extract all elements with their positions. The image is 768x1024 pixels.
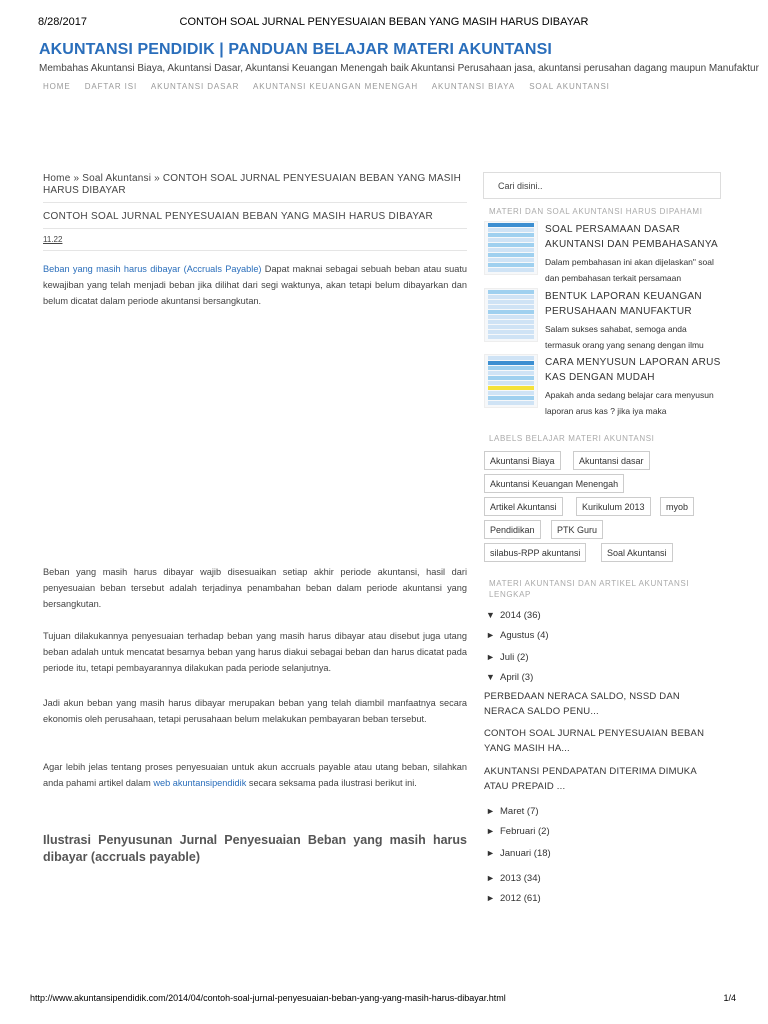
- archive-month-februari[interactable]: ► Februari (2): [486, 826, 550, 837]
- breadcrumb-separator: »: [70, 173, 83, 184]
- search-input[interactable]: Cari disini..: [483, 172, 721, 199]
- label-tag[interactable]: Pendidikan: [484, 520, 541, 539]
- post-timestamp[interactable]: 11.22: [43, 235, 63, 244]
- post-p5-text-end: secara seksama pada ilustrasi berikut ini.: [246, 778, 417, 788]
- label-tag[interactable]: Artikel Akuntansi: [484, 497, 563, 516]
- archive-month-januari[interactable]: ► Januari (18): [486, 848, 551, 859]
- post-paragraph-5: [43, 759, 467, 791]
- popular-post-snippet: Dalam pembahasan ini akan dijelaskan" soal dan pembahasan terkait persamaan: [545, 257, 714, 283]
- collapse-arrow-icon[interactable]: ▼: [486, 610, 495, 620]
- web-akuntansipendidik-link[interactable]: web akuntansipendidik: [153, 778, 247, 788]
- expand-arrow-icon[interactable]: ►: [486, 826, 495, 836]
- archive-post-link[interactable]: AKUNTANSI PENDAPATAN DITERIMA DIMUKA ATAU PREPAID ...: [484, 766, 697, 792]
- post-paragraph-3: Tujuan dilakukannya penyesuaian terhadap beban yang masih harus dibayar atau disebut juga utang beban adalah untuk mencatat besarnya beban yang harus diakui sebagai beban dan harus dicatat pada periode itu, tetapi pembayarannya dilakukan pada periode selanjutnya.: [43, 631, 467, 673]
- print-header: [38, 16, 730, 30]
- collapse-arrow-icon[interactable]: ▼: [486, 672, 495, 682]
- divider: [43, 228, 467, 229]
- print-date: 8/28/2017: [38, 16, 87, 28]
- post-paragraph-4: Jadi akun beban yang masih harus dibayar merupakan beban yang telah diambil manfaatnya secara ekonomis oleh perusahaan, tetapi perusahaan belum melakukan pembayaran beban tersebut.: [43, 698, 467, 724]
- archive-post-link[interactable]: CONTOH SOAL JURNAL PENYESUAIAN BEBAN YANG MASIH HA...: [484, 728, 705, 754]
- nav-daftar-isi[interactable]: DAFTAR ISI: [84, 82, 138, 91]
- post-intro-text: Dapat maknai sebagai sebuah beban atau suatu kewajiban yang telah menjadi beban jika dilihat dari segi waktunya, akan tetapi belum dibayarkan dan belum dicatat dalam periode akuntansi bersangkutan.: [43, 264, 467, 306]
- archive-month-maret[interactable]: ► Maret (7): [486, 806, 539, 817]
- expand-arrow-icon[interactable]: ►: [486, 652, 495, 662]
- popular-post-title[interactable]: BENTUK LAPORAN KEUANGAN PERUSAHAAN MANUFAKTUR: [545, 291, 702, 317]
- label-tag[interactable]: myob: [660, 497, 694, 516]
- archive-month-april[interactable]: ▼ April (3): [486, 672, 534, 683]
- post-title: CONTOH SOAL JURNAL PENYESUAIAN BEBAN YANG MASIH HARUS DIBAYAR: [43, 211, 434, 222]
- label-tag[interactable]: Akuntansi Keuangan Menengah: [484, 474, 624, 493]
- print-title: CONTOH SOAL JURNAL PENYESUAIAN BEBAN YANG MASIH HARUS DIBAYAR: [179, 16, 589, 28]
- main-nav: [43, 82, 621, 91]
- popular-post-thumbnail[interactable]: [484, 221, 538, 275]
- archive-year-2013[interactable]: ► 2013 (34): [486, 873, 541, 884]
- nav-home[interactable]: HOME: [43, 82, 71, 91]
- breadcrumb: [43, 173, 463, 197]
- archive-year-2012[interactable]: ► 2012 (61): [486, 893, 541, 904]
- popular-post-thumbnail[interactable]: [484, 288, 538, 342]
- expand-arrow-icon[interactable]: ►: [486, 806, 495, 816]
- labels-title: LABELS BELAJAR MATERI AKUNTANSI: [489, 434, 655, 443]
- label-tag[interactable]: Akuntansi Biaya: [484, 451, 561, 470]
- nav-soal-akuntansi[interactable]: SOAL AKUNTANSI: [529, 82, 610, 91]
- popular-post-thumbnail[interactable]: [484, 354, 538, 408]
- breadcrumb-category[interactable]: Soal Akuntansi: [82, 173, 152, 184]
- nav-akuntansi-dasar[interactable]: AKUNTANSI DASAR: [150, 82, 240, 91]
- breadcrumb-home[interactable]: Home: [43, 173, 71, 184]
- print-page-number: 1/4: [723, 993, 736, 1003]
- archive-year-2014[interactable]: ▼ 2014 (36): [486, 610, 541, 621]
- accruals-payable-link[interactable]: Beban yang masih harus dibayar (Accruals Payable): [43, 264, 262, 274]
- popular-post-snippet: Salam sukses sahabat, semoga anda termasuk orang yang senang dengan ilmu: [545, 324, 704, 350]
- expand-arrow-icon[interactable]: ►: [486, 893, 495, 903]
- print-url: http://www.akuntansipendidik.com/2014/04/contoh-soal-jurnal-penyesuaian-beban-yang-yang-masih-harus-dibayar.html: [30, 993, 506, 1003]
- post-intro-paragraph: [43, 261, 467, 309]
- expand-arrow-icon[interactable]: ►: [486, 873, 495, 883]
- label-tag[interactable]: Kurikulum 2013: [576, 497, 651, 516]
- site-title[interactable]: AKUNTANSI PENDIDIK | PANDUAN BELAJAR MATERI AKUNTANSI: [39, 41, 552, 58]
- label-tag[interactable]: Soal Akuntansi: [601, 543, 673, 562]
- site-description: Membahas Akuntansi Biaya, Akuntansi Dasar, Akuntansi Keuangan Menengah baik Akuntansi Perusahaan jasa, akuntansi perusahan dagang maupun Manufaktur: [39, 63, 759, 74]
- label-tag[interactable]: PTK Guru: [551, 520, 603, 539]
- illustration-heading: Ilustrasi Penyusunan Jurnal Penyesuaian Beban yang masih harus dibayar (accruals payable): [43, 833, 467, 864]
- divider: [43, 202, 467, 203]
- popular-posts-title: MATERI DAN SOAL AKUNTANSI HARUS DIPAHAMI: [489, 207, 703, 216]
- label-tag[interactable]: Akuntansi dasar: [573, 451, 650, 470]
- expand-arrow-icon[interactable]: ►: [486, 630, 495, 640]
- label-tag[interactable]: silabus-RPP akuntansi: [484, 543, 586, 562]
- archive-post-link[interactable]: PERBEDAAN NERACA SALDO, NSSD DAN NERACA SALDO PENU...: [484, 691, 680, 717]
- popular-post-snippet: Apakah anda sedang belajar cara menyusun laporan arus kas ? jika iya maka: [545, 390, 714, 416]
- archive-month-agustus[interactable]: ► Agustus (4): [486, 630, 549, 641]
- breadcrumb-current: CONTOH SOAL JURNAL PENYESUAIAN BEBAN YANG MASIH HARUS DIBAYAR: [43, 173, 462, 196]
- archive-title: MATERI AKUNTANSI DAN ARTIKEL AKUNTANSI LENGKAP: [489, 579, 690, 599]
- archive-month-juli[interactable]: ► Juli (2): [486, 652, 529, 663]
- post-paragraph-2: Beban yang masih harus dibayar wajib disesuaikan setiap akhir periode akuntansi, hasil dari penyesuaian beban tersebut adalah terjadinya penambahan beban dalam periode akuntansi yang bersangkutan.: [43, 567, 467, 609]
- divider: [43, 250, 467, 251]
- expand-arrow-icon[interactable]: ►: [486, 848, 495, 858]
- popular-post-title[interactable]: SOAL PERSAMAAN DASAR AKUNTANSI DAN PEMBAHASANYA: [545, 224, 719, 250]
- popular-post-title[interactable]: CARA MENYUSUN LAPORAN ARUS KAS DENGAN MUDAH: [545, 357, 721, 383]
- post-p5-text: Agar lebih jelas tentang proses penyesuaian untuk akun accruals payable atau utang beban, silahkan anda pahami artikel dalam: [43, 762, 467, 788]
- nav-akuntansi-keuangan-menengah[interactable]: AKUNTANSI KEUANGAN MENENGAH: [253, 82, 419, 91]
- breadcrumb-separator: »: [151, 173, 163, 184]
- nav-akuntansi-biaya[interactable]: AKUNTANSI BIAYA: [431, 82, 516, 91]
